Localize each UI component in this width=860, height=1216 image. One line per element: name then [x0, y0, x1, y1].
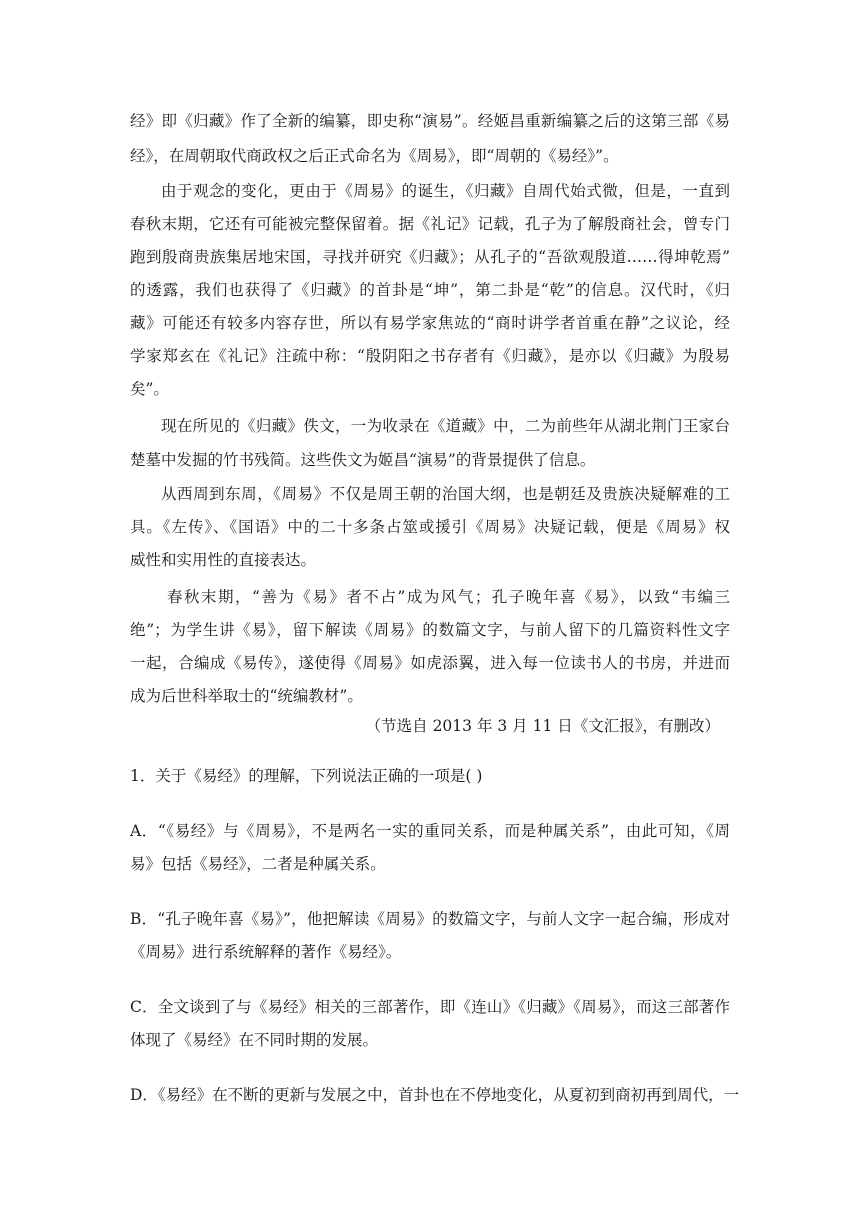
option-a-line: A．“《易经》与《周易》，不是两名一实的重同关系，而是种属关系”，由此可知，《周	[130, 822, 730, 840]
option-c-line: C．全文谈到了与《易经》相关的三部著作，即《连山》《归藏》《周易》，而这三部著作	[130, 998, 730, 1016]
passage-line: 春秋末期，“善为《易》者不占”成为风气；孔子晚年喜《易》，以致“韦编三	[167, 588, 730, 606]
option-b-line: B．“孔子晚年喜《易》”，他把解读《周易》的数篇文字，与前人文字一起合编，形成对	[130, 910, 730, 928]
option-c-line: 体现了《易经》在不同时期的发展。	[130, 1031, 379, 1049]
passage-line: 从西周到东周，《周易》不仅是周王朝的治国大纲，也是朝廷及贵族决疑解难的工	[161, 485, 730, 503]
passage-line: 学家郑玄在《礼记》注疏中称：“殷阴阳之书存者有《归藏》，是亦以《归藏》为殷易	[130, 347, 730, 365]
passage-line: 楚墓中发掘的竹书残简。这些佚文为姬昌“演易”的背景提供了信息。	[130, 451, 596, 469]
passage-line: 由于观念的变化，更由于《周易》的诞生，《归藏》自周代始式微，但是，一直到	[161, 182, 730, 200]
passage-line: 具。《左传》、《国语》中的二十多条占筮或援引《周易》决疑记载，便是《周易》权	[130, 518, 730, 536]
option-b-line: 《周易》进行系统解释的著作《易经》。	[130, 943, 402, 961]
passage-line: 跑到殷商贵族集居地宋国，寻找并研究《归藏》；从孔子的“吾欲观殷道……得坤乾焉”	[130, 248, 730, 266]
passage-line: 经》即《归藏》作了全新的编纂，即史称“演易”。经姬昌重新编纂之后的这第三部《易	[130, 112, 730, 130]
passage-line: 经》，在周朝取代商政权之后正式命名为《周易》，即“周朝的《易经》”。	[130, 147, 619, 165]
passage-line: 藏》可能还有较多内容存世，所以有易学家焦竑的“商时讲学者首重在静”之议论，经	[130, 314, 730, 332]
option-d-line: D．《易经》在不断的更新与发展之中，首卦也在不停地变化，从夏初到商初再到周代，一	[130, 1086, 740, 1104]
passage-line: 矣”。	[130, 380, 169, 398]
passage-line: 的透露，我们也获得了《归藏》的首卦是“坤”，第二卦是“乾”的信息。汉代时，《归	[130, 281, 730, 299]
passage-source: （节选自 2013 年 3 月 11 日《文汇报》，有删改）	[365, 717, 720, 735]
passage-line: 春秋末期，它还有可能被完整保留着。据《礼记》记载，孔子为了解殷商社会，曾专门	[130, 215, 730, 233]
question-stem: 1．关于《易经》的理解，下列说法正确的一项是( )	[130, 767, 483, 785]
passage-line: 绝”；为学生讲《易》，留下解读《周易》的数篇文字，与前人留下的几篇资料性文字	[130, 621, 730, 639]
passage-line: 威性和实用性的直接表达。	[130, 551, 317, 569]
passage-line: 现在所见的《归藏》佚文，一为收录在《道藏》中，二为前些年从湖北荆门王家台	[161, 417, 730, 435]
passage-line: 一起，合编成《易传》，遂使得《周易》如虎添翼，进入每一位读书人的书房，并进而	[130, 654, 730, 672]
passage-line: 成为后世科举取士的“统编教材”。	[130, 687, 363, 705]
option-a-line: 易》包括《易经》，二者是种属关系。	[130, 855, 386, 873]
